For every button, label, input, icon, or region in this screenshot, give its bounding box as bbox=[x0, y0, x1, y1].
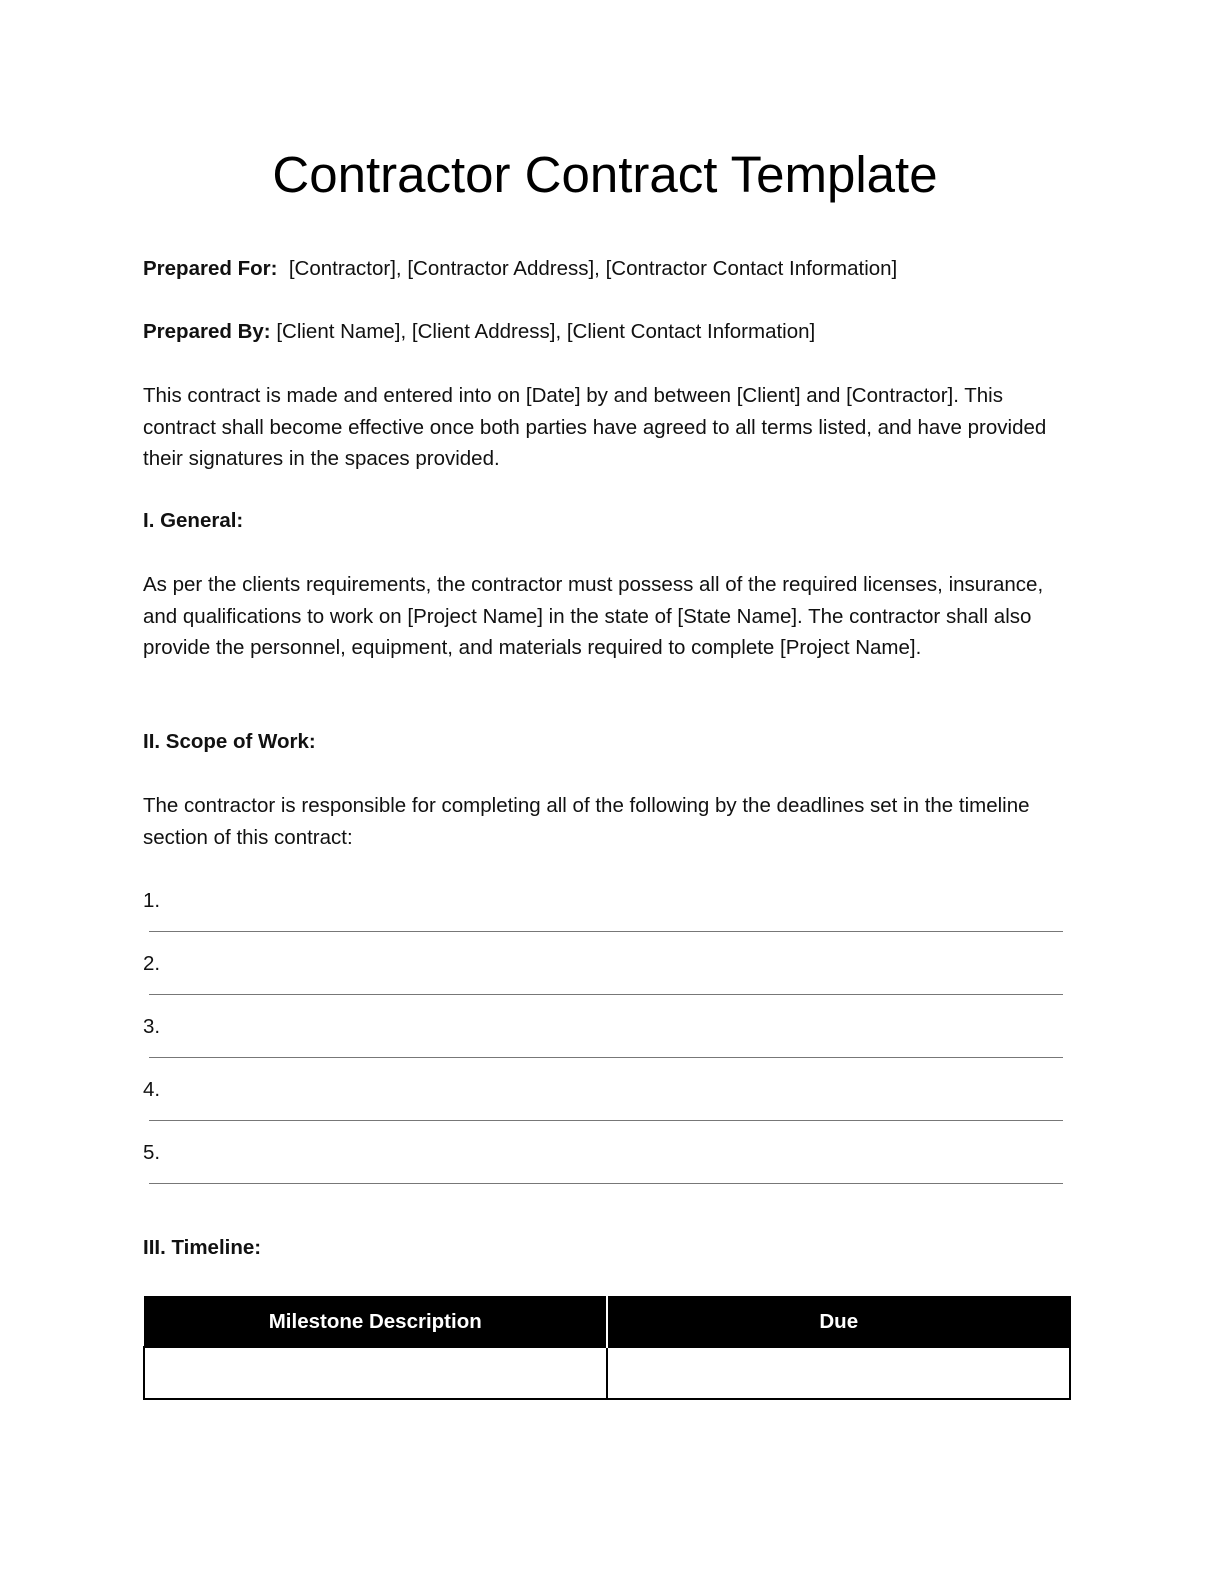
item-number: 3. bbox=[143, 1015, 161, 1038]
blank-line bbox=[149, 1120, 1063, 1121]
prepared-by-value: [Client Name], [Client Address], [Client Contact Information] bbox=[276, 320, 816, 343]
item-number: 2. bbox=[143, 952, 161, 975]
table-header-row bbox=[144, 1297, 1070, 1348]
scope-item[interactable] bbox=[143, 1011, 1063, 1074]
due-cell[interactable] bbox=[607, 1347, 1070, 1399]
blank-line bbox=[149, 1183, 1063, 1184]
intro-paragraph: This contract is made and entered into on [Date] by and between [Client] and [Contractor]. This contract shall become effective once both parties have agreed to all terms listed, and have provided their signatures in the spaces provided. bbox=[143, 384, 1047, 470]
prepared-by-label: Prepared By: bbox=[143, 320, 271, 343]
table-row bbox=[144, 1347, 1070, 1399]
section-heading-timeline: III. Timeline: bbox=[143, 1236, 262, 1259]
item-number: 1. bbox=[143, 889, 161, 912]
scope-item[interactable] bbox=[143, 885, 1063, 948]
item-number: 4. bbox=[143, 1078, 161, 1101]
section-heading-scope: II. Scope of Work: bbox=[143, 730, 316, 753]
prepared-for-value: [Contractor], [Contractor Address], [Contractor Contact Information] bbox=[288, 257, 898, 280]
prepared-for bbox=[143, 253, 897, 285]
header-milestone-description: Milestone Description bbox=[144, 1297, 607, 1348]
milestone-cell[interactable] bbox=[144, 1347, 607, 1399]
item-number: 5. bbox=[143, 1141, 161, 1164]
scope-paragraph: The contractor is responsible for completing all of the following by the deadlines set in the timeline section of this contract: bbox=[143, 794, 1030, 849]
document-title: Contractor Contract Template bbox=[272, 146, 938, 203]
scope-item[interactable] bbox=[143, 1074, 1063, 1137]
prepared-for-label: Prepared For: bbox=[143, 257, 278, 280]
section-heading-general: I. General: bbox=[143, 509, 244, 532]
general-paragraph: As per the clients requirements, the contractor must possess all of the required licenses, insurance, and qualifications to work on [Project Name] in the state of [State Name]. The contractor shall also provide the personnel, equipment, and materials required to complete [Project Name]. bbox=[143, 573, 1044, 659]
blank-line bbox=[149, 931, 1063, 932]
blank-line bbox=[149, 1057, 1063, 1058]
blank-line bbox=[149, 994, 1063, 995]
timeline-table bbox=[143, 1296, 1071, 1400]
scope-item[interactable] bbox=[143, 1137, 1063, 1200]
prepared-by bbox=[143, 316, 815, 348]
header-due: Due bbox=[607, 1297, 1070, 1348]
scope-item[interactable] bbox=[143, 948, 1063, 1011]
